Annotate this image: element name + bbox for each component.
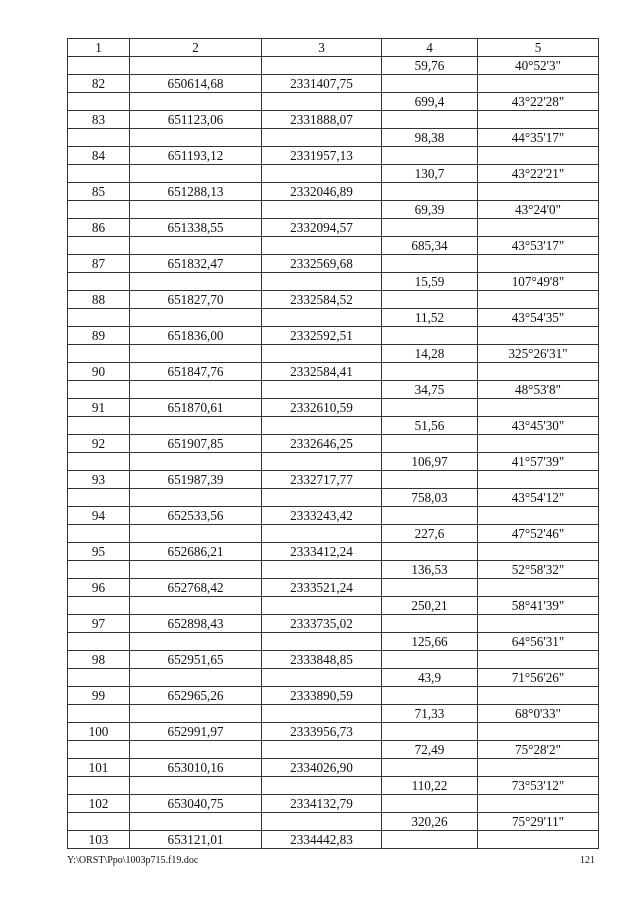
point-y: 2331888,07 — [262, 111, 382, 129]
footer-page-number: 121 — [580, 855, 595, 866]
point-x: 651832,47 — [130, 255, 262, 273]
point-row — [68, 723, 599, 741]
point-x: 651847,76 — [130, 363, 262, 381]
point-number: 95 — [68, 543, 130, 561]
point-number: 96 — [68, 579, 130, 597]
segment-angle: 43°45'30" — [478, 417, 599, 435]
point-y: 2332592,51 — [262, 327, 382, 345]
segment-empty-cell — [262, 345, 382, 363]
point-row — [68, 255, 599, 273]
segment-empty-cell — [382, 147, 478, 165]
segment-angle: 64°56'31" — [478, 633, 599, 651]
header-col-1: 1 — [68, 39, 130, 57]
point-x: 650614,68 — [130, 75, 262, 93]
segment-empty-cell — [68, 597, 130, 615]
segment-empty-cell — [130, 309, 262, 327]
point-x: 651987,39 — [130, 471, 262, 489]
segment-length: 69,39 — [382, 201, 478, 219]
segment-empty-cell — [478, 291, 599, 309]
segment-angle: 75°28'2" — [478, 741, 599, 759]
segment-empty-cell — [262, 417, 382, 435]
segment-empty-cell — [382, 75, 478, 93]
segment-empty-cell — [382, 255, 478, 273]
point-number: 82 — [68, 75, 130, 93]
point-number: 92 — [68, 435, 130, 453]
point-number: 103 — [68, 831, 130, 849]
segment-length: 699,4 — [382, 93, 478, 111]
segment-empty-cell — [478, 651, 599, 669]
segment-empty-cell — [68, 525, 130, 543]
point-y: 2333848,85 — [262, 651, 382, 669]
segment-length: 14,28 — [382, 345, 478, 363]
segment-empty-cell — [382, 831, 478, 849]
segment-empty-cell — [68, 669, 130, 687]
point-x: 651288,13 — [130, 183, 262, 201]
segment-row — [68, 777, 599, 795]
point-y: 2332584,52 — [262, 291, 382, 309]
segment-empty-cell — [130, 489, 262, 507]
segment-empty-cell — [68, 237, 130, 255]
segment-length: 98,38 — [382, 129, 478, 147]
point-x: 651338,55 — [130, 219, 262, 237]
point-row — [68, 507, 599, 525]
segment-empty-cell — [382, 759, 478, 777]
footer-file-path: Y:\ORST\Ppo\1003p715.f19.doc — [67, 855, 199, 866]
segment-empty-cell — [130, 57, 262, 75]
point-number: 88 — [68, 291, 130, 309]
segment-angle: 41°57'39" — [478, 453, 599, 471]
point-row — [68, 615, 599, 633]
segment-empty-cell — [382, 327, 478, 345]
point-x: 651870,61 — [130, 399, 262, 417]
segment-empty-cell — [382, 363, 478, 381]
point-x: 652768,42 — [130, 579, 262, 597]
point-y: 2331957,13 — [262, 147, 382, 165]
segment-angle: 52°58'32" — [478, 561, 599, 579]
segment-empty-cell — [382, 723, 478, 741]
segment-empty-cell — [382, 435, 478, 453]
point-number: 89 — [68, 327, 130, 345]
point-number: 102 — [68, 795, 130, 813]
segment-row — [68, 165, 599, 183]
point-number: 86 — [68, 219, 130, 237]
segment-row — [68, 525, 599, 543]
point-y: 2333956,73 — [262, 723, 382, 741]
segment-length: 15,59 — [382, 273, 478, 291]
segment-empty-cell — [130, 237, 262, 255]
point-row — [68, 651, 599, 669]
segment-row — [68, 417, 599, 435]
segment-empty-cell — [478, 687, 599, 705]
segment-angle: 73°53'12" — [478, 777, 599, 795]
segment-empty-cell — [68, 489, 130, 507]
segment-angle: 107°49'8" — [478, 273, 599, 291]
point-x: 651907,85 — [130, 435, 262, 453]
segment-empty-cell — [68, 741, 130, 759]
segment-row — [68, 237, 599, 255]
point-number: 85 — [68, 183, 130, 201]
segment-empty-cell — [262, 93, 382, 111]
point-y: 2332569,68 — [262, 255, 382, 273]
segment-empty-cell — [478, 75, 599, 93]
segment-empty-cell — [478, 363, 599, 381]
segment-angle: 40°52'3" — [478, 57, 599, 75]
point-number: 84 — [68, 147, 130, 165]
point-y: 2332094,57 — [262, 219, 382, 237]
segment-empty-cell — [262, 525, 382, 543]
segment-empty-cell — [130, 669, 262, 687]
segment-row — [68, 741, 599, 759]
segment-row — [68, 381, 599, 399]
segment-empty-cell — [130, 417, 262, 435]
segment-row — [68, 561, 599, 579]
point-number: 97 — [68, 615, 130, 633]
segment-row — [68, 813, 599, 831]
segment-empty-cell — [130, 129, 262, 147]
segment-empty-cell — [478, 795, 599, 813]
point-row — [68, 579, 599, 597]
point-row — [68, 75, 599, 93]
segment-empty-cell — [478, 255, 599, 273]
segment-length: 59,76 — [382, 57, 478, 75]
segment-empty-cell — [262, 741, 382, 759]
segment-length: 320,26 — [382, 813, 478, 831]
point-number: 94 — [68, 507, 130, 525]
header-col-4: 4 — [382, 39, 478, 57]
segment-empty-cell — [262, 381, 382, 399]
segment-length: 136,53 — [382, 561, 478, 579]
point-y: 2333412,24 — [262, 543, 382, 561]
segment-empty-cell — [478, 759, 599, 777]
segment-empty-cell — [262, 813, 382, 831]
segment-empty-cell — [68, 381, 130, 399]
segment-empty-cell — [478, 435, 599, 453]
point-y: 2331407,75 — [262, 75, 382, 93]
segment-empty-cell — [478, 723, 599, 741]
segment-angle: 325°26'31" — [478, 345, 599, 363]
header-row — [68, 39, 599, 57]
segment-empty-cell — [382, 687, 478, 705]
segment-angle: 43°53'17" — [478, 237, 599, 255]
point-y: 2333521,24 — [262, 579, 382, 597]
point-x: 651193,12 — [130, 147, 262, 165]
segment-row — [68, 129, 599, 147]
segment-empty-cell — [130, 273, 262, 291]
point-number: 87 — [68, 255, 130, 273]
segment-empty-cell — [382, 291, 478, 309]
point-row — [68, 363, 599, 381]
segment-empty-cell — [478, 831, 599, 849]
point-row — [68, 435, 599, 453]
segment-empty-cell — [68, 201, 130, 219]
point-row — [68, 471, 599, 489]
segment-length: 758,03 — [382, 489, 478, 507]
point-row — [68, 147, 599, 165]
segment-empty-cell — [382, 111, 478, 129]
segment-empty-cell — [262, 777, 382, 795]
segment-length: 11,52 — [382, 309, 478, 327]
segment-empty-cell — [478, 507, 599, 525]
segment-empty-cell — [382, 219, 478, 237]
segment-empty-cell — [262, 201, 382, 219]
point-x: 651836,00 — [130, 327, 262, 345]
segment-angle: 43°24'0" — [478, 201, 599, 219]
point-row — [68, 759, 599, 777]
segment-empty-cell — [478, 543, 599, 561]
segment-empty-cell — [382, 183, 478, 201]
segment-empty-cell — [130, 633, 262, 651]
segment-empty-cell — [68, 633, 130, 651]
point-y: 2333243,42 — [262, 507, 382, 525]
segment-empty-cell — [68, 345, 130, 363]
segment-empty-cell — [130, 597, 262, 615]
point-row — [68, 831, 599, 849]
segment-empty-cell — [68, 777, 130, 795]
segment-empty-cell — [130, 381, 262, 399]
segment-empty-cell — [130, 525, 262, 543]
segment-empty-cell — [382, 399, 478, 417]
point-row — [68, 543, 599, 561]
segment-empty-cell — [130, 165, 262, 183]
segment-empty-cell — [68, 93, 130, 111]
point-row — [68, 399, 599, 417]
point-row — [68, 111, 599, 129]
header-col-2: 2 — [130, 39, 262, 57]
point-y: 2334442,83 — [262, 831, 382, 849]
point-y: 2332717,77 — [262, 471, 382, 489]
point-x: 651827,70 — [130, 291, 262, 309]
point-number: 90 — [68, 363, 130, 381]
segment-empty-cell — [262, 129, 382, 147]
header-col-5: 5 — [478, 39, 599, 57]
segment-angle: 58°41'39" — [478, 597, 599, 615]
point-number: 93 — [68, 471, 130, 489]
segment-empty-cell — [382, 543, 478, 561]
point-y: 2334026,90 — [262, 759, 382, 777]
point-x: 652898,43 — [130, 615, 262, 633]
segment-empty-cell — [382, 507, 478, 525]
segment-row — [68, 345, 599, 363]
segment-length: 72,49 — [382, 741, 478, 759]
segment-empty-cell — [382, 795, 478, 813]
point-x: 652965,26 — [130, 687, 262, 705]
segment-angle: 43°22'28" — [478, 93, 599, 111]
segment-empty-cell — [478, 147, 599, 165]
point-number: 98 — [68, 651, 130, 669]
segment-angle: 47°52'46" — [478, 525, 599, 543]
segment-empty-cell — [130, 201, 262, 219]
segment-empty-cell — [478, 183, 599, 201]
segment-row — [68, 633, 599, 651]
point-number: 83 — [68, 111, 130, 129]
segment-empty-cell — [478, 111, 599, 129]
point-row — [68, 327, 599, 345]
segment-row — [68, 273, 599, 291]
point-row — [68, 219, 599, 237]
segment-empty-cell — [262, 561, 382, 579]
point-x: 653121,01 — [130, 831, 262, 849]
segment-empty-cell — [262, 669, 382, 687]
segment-empty-cell — [68, 417, 130, 435]
segment-empty-cell — [68, 129, 130, 147]
segment-angle: 43°22'21" — [478, 165, 599, 183]
segment-empty-cell — [478, 579, 599, 597]
point-number: 91 — [68, 399, 130, 417]
point-row — [68, 795, 599, 813]
point-number: 100 — [68, 723, 130, 741]
point-y: 2332584,41 — [262, 363, 382, 381]
segment-angle: 71°56'26" — [478, 669, 599, 687]
segment-empty-cell — [478, 471, 599, 489]
point-x: 653010,16 — [130, 759, 262, 777]
segment-row — [68, 597, 599, 615]
segment-length: 110,22 — [382, 777, 478, 795]
segment-empty-cell — [130, 813, 262, 831]
segment-empty-cell — [478, 219, 599, 237]
point-x: 653040,75 — [130, 795, 262, 813]
segment-empty-cell — [382, 471, 478, 489]
point-number: 99 — [68, 687, 130, 705]
segment-row — [68, 489, 599, 507]
point-x: 651123,06 — [130, 111, 262, 129]
point-row — [68, 291, 599, 309]
segment-length: 250,21 — [382, 597, 478, 615]
segment-row — [68, 201, 599, 219]
segment-empty-cell — [130, 453, 262, 471]
segment-length: 125,66 — [382, 633, 478, 651]
point-row — [68, 183, 599, 201]
segment-empty-cell — [130, 777, 262, 795]
segment-row — [68, 669, 599, 687]
segment-empty-cell — [68, 165, 130, 183]
segment-length: 71,33 — [382, 705, 478, 723]
segment-empty-cell — [262, 453, 382, 471]
segment-empty-cell — [262, 633, 382, 651]
point-y: 2333890,59 — [262, 687, 382, 705]
segment-row — [68, 453, 599, 471]
segment-empty-cell — [262, 597, 382, 615]
segment-row — [68, 93, 599, 111]
point-y: 2334132,79 — [262, 795, 382, 813]
segment-angle: 43°54'12" — [478, 489, 599, 507]
segment-empty-cell — [382, 579, 478, 597]
segment-row — [68, 57, 599, 75]
point-x: 652686,21 — [130, 543, 262, 561]
segment-angle: 75°29'11" — [478, 813, 599, 831]
segment-empty-cell — [262, 489, 382, 507]
segment-empty-cell — [68, 453, 130, 471]
segment-length: 130,7 — [382, 165, 478, 183]
segment-empty-cell — [68, 273, 130, 291]
point-x: 652533,56 — [130, 507, 262, 525]
segment-empty-cell — [478, 615, 599, 633]
segment-empty-cell — [262, 273, 382, 291]
point-x: 652951,65 — [130, 651, 262, 669]
header-col-3: 3 — [262, 39, 382, 57]
segment-angle: 68°0'33" — [478, 705, 599, 723]
segment-empty-cell — [68, 57, 130, 75]
table-body — [68, 57, 599, 849]
segment-length: 685,34 — [382, 237, 478, 255]
segment-empty-cell — [68, 813, 130, 831]
segment-empty-cell — [382, 651, 478, 669]
segment-angle: 48°53'8" — [478, 381, 599, 399]
segment-angle: 44°35'17" — [478, 129, 599, 147]
segment-empty-cell — [262, 309, 382, 327]
segment-empty-cell — [262, 57, 382, 75]
segment-length: 106,97 — [382, 453, 478, 471]
segment-empty-cell — [478, 327, 599, 345]
segment-empty-cell — [262, 705, 382, 723]
segment-empty-cell — [68, 309, 130, 327]
segment-empty-cell — [478, 399, 599, 417]
segment-empty-cell — [130, 561, 262, 579]
point-row — [68, 687, 599, 705]
segment-angle: 43°54'35" — [478, 309, 599, 327]
segment-empty-cell — [262, 165, 382, 183]
segment-empty-cell — [68, 561, 130, 579]
segment-empty-cell — [382, 615, 478, 633]
coordinates-table — [67, 38, 599, 849]
segment-empty-cell — [130, 345, 262, 363]
segment-row — [68, 309, 599, 327]
point-y: 2332046,89 — [262, 183, 382, 201]
point-y: 2332646,25 — [262, 435, 382, 453]
segment-length: 51,56 — [382, 417, 478, 435]
segment-empty-cell — [68, 705, 130, 723]
segment-row — [68, 705, 599, 723]
segment-length: 227,6 — [382, 525, 478, 543]
point-number: 101 — [68, 759, 130, 777]
point-y: 2332610,59 — [262, 399, 382, 417]
segment-length: 43,9 — [382, 669, 478, 687]
segment-empty-cell — [130, 705, 262, 723]
point-y: 2333735,02 — [262, 615, 382, 633]
segment-length: 34,75 — [382, 381, 478, 399]
point-x: 652991,97 — [130, 723, 262, 741]
segment-empty-cell — [130, 93, 262, 111]
segment-empty-cell — [262, 237, 382, 255]
segment-empty-cell — [130, 741, 262, 759]
